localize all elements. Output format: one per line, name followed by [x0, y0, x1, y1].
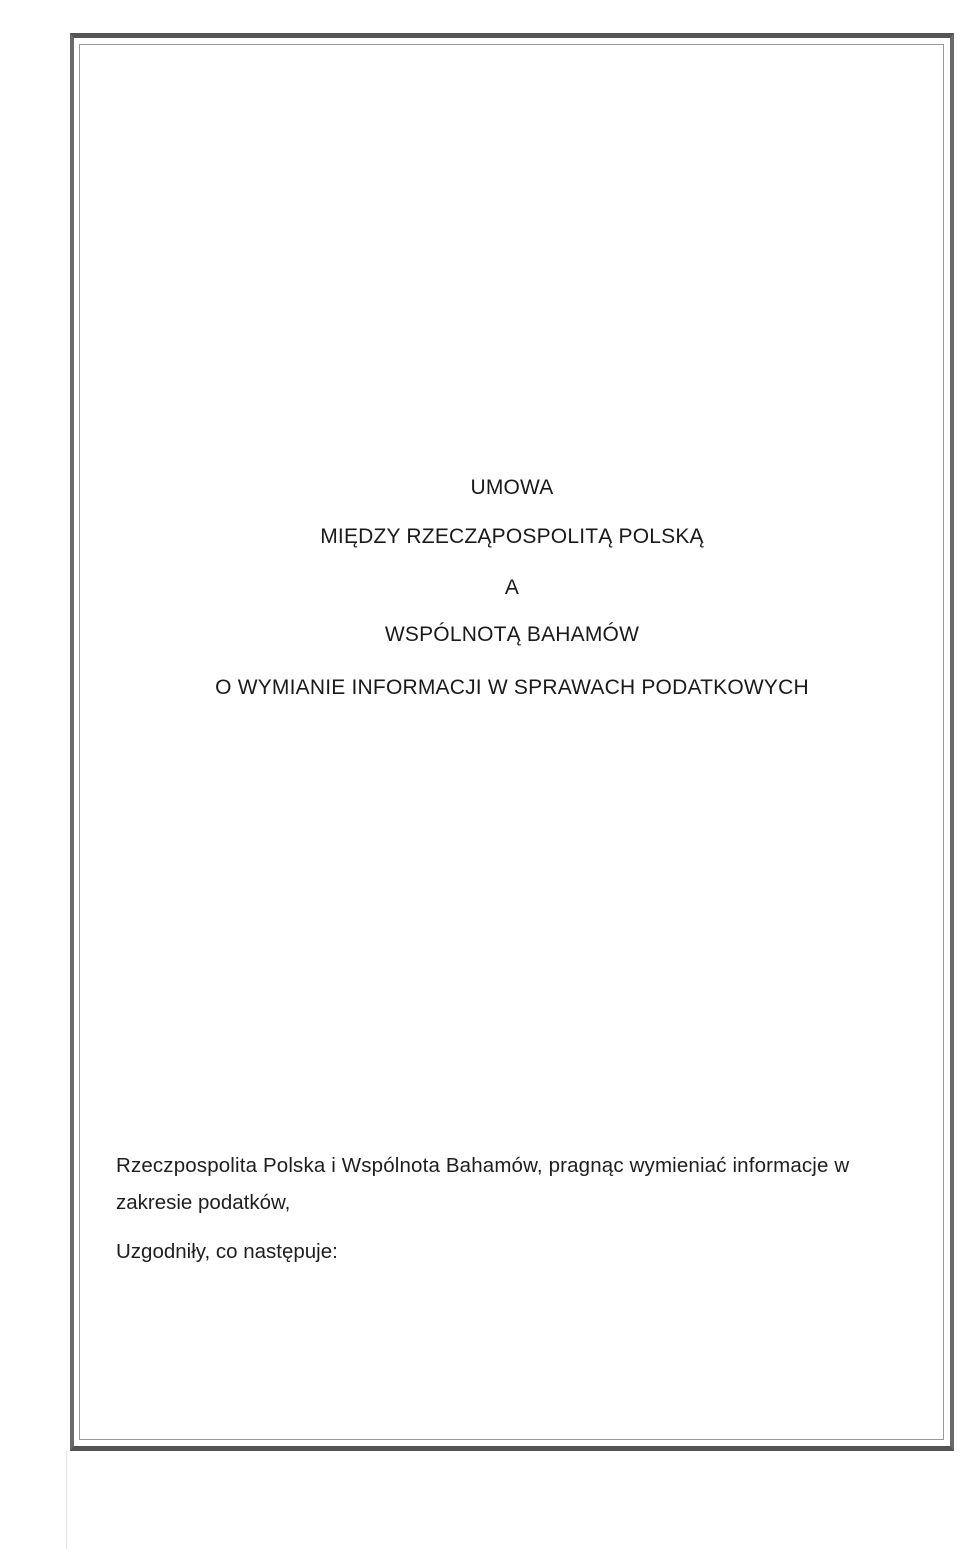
preamble-line-1: Rzeczpospolita Polska i Wspólnota Bahamów, pragnąc wymieniać informacje w	[116, 1154, 850, 1177]
page-border-frame	[70, 33, 954, 1451]
agreement-statement: Uzgodniły, co następuje:	[116, 1240, 338, 1263]
preamble-line-2: zakresie podatków,	[116, 1191, 291, 1214]
document-title-conjunction: A	[504, 576, 520, 599]
page-border-inner	[79, 44, 944, 1440]
scan-edge-line	[66, 1451, 67, 1549]
document-title-umowa: UMOWA	[470, 476, 554, 499]
document-title-party-bahamas: WSPÓLNOTĄ BAHAMÓW	[384, 623, 640, 646]
document-title-subject: O WYMIANIE INFORMACJI W SPRAWACH PODATKOWYCH	[215, 676, 809, 699]
document-title-party-poland: MIĘDZY RZECZĄPOSPOLITĄ POLSKĄ	[320, 525, 704, 548]
